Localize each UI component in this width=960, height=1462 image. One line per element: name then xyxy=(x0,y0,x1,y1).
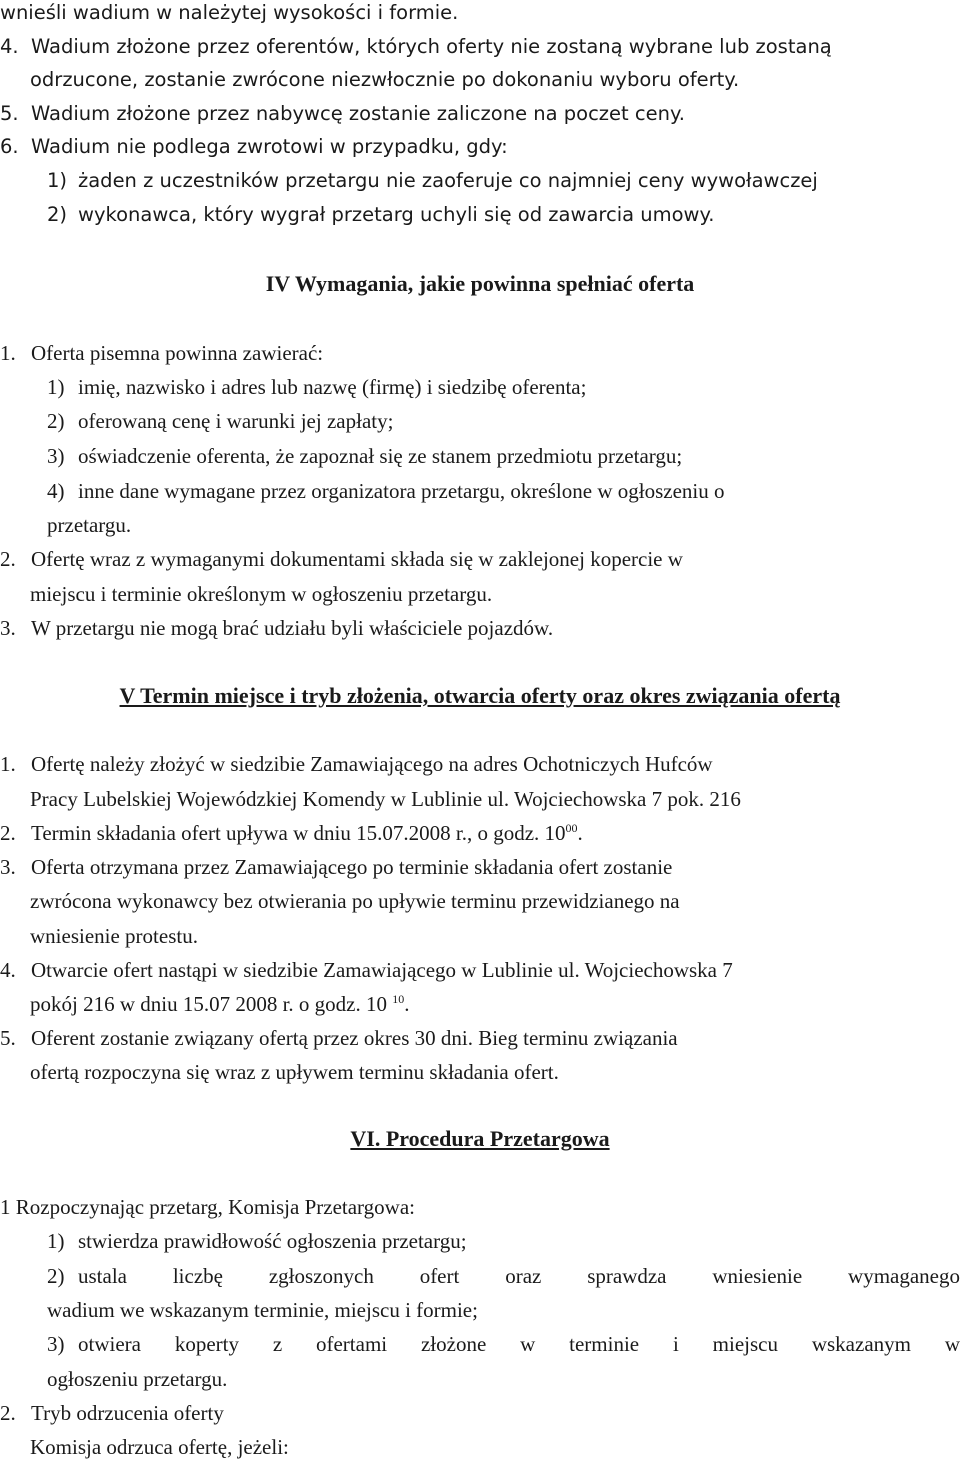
list-item: 1. Ofertę należy złożyć w siedzibie Zamawiającego na adres Ochotniczych Hufców xyxy=(0,752,713,776)
section-heading: VI. Procedura Przetargowa xyxy=(350,1126,610,1151)
text-line: 1 Rozpoczynając przetarg, Komisja Przetargowa: xyxy=(0,1195,415,1219)
list-item: 1. Oferta pisemna powinna zawierać: xyxy=(0,341,324,365)
text-line: wadium we wskazanym terminie, miejscu i formie; xyxy=(47,1298,478,1322)
list-item: 5. Wadium złożone przez nabywcę zostanie zaliczone na poczet ceny. xyxy=(0,102,685,125)
list-item: 4. Otwarcie ofert nastąpi w siedzibie Zamawiającego w Lublinie ul. Wojciechowska 7 xyxy=(0,958,733,982)
text-line: wniesienie protestu. xyxy=(30,924,198,948)
text-line: pokój 216 w dniu 15.07 2008 r. o godz. 10 $^{10}$. xyxy=(30,992,410,1016)
list-item: 5. Oferent zostanie związany ofertą przez okres 30 dni. Bieg terminu związania xyxy=(0,1026,678,1050)
text-line: miejscu i terminie określonym w ogłoszeniu przetargu. xyxy=(30,582,493,606)
list-item: 3) oświadczenie oferenta, że zapoznał się ze stanem przedmiotu przetargu; xyxy=(47,444,683,468)
text-line: wnieśli wadium w należytej wysokości i formie. xyxy=(0,1,459,24)
list-item: 2) wykonawca, który wygrał przetarg uchyli się od zawarcia umowy. xyxy=(47,203,715,226)
list-item: 4. Wadium złożone przez oferentów, których oferty nie zostaną wybrane lub zostaną xyxy=(0,35,832,58)
list-item: 2) ustala liczbę zgłoszonych ofert oraz sprawdza wniesienie wymaganego xyxy=(47,1264,960,1288)
list-item: 3. Oferta otrzymana przez Zamawiającego po terminie składania ofert zostanie xyxy=(0,855,673,879)
text-line: odrzucone, zostanie zwrócone niezwłocznie po dokonaniu wyboru oferty. xyxy=(30,68,740,91)
list-item: 1) imię, nazwisko i adres lub nazwę (firmę) i siedzibę oferenta; xyxy=(47,375,587,399)
list-item: 1) stwierdza prawidłowość ogłoszenia przetargu; xyxy=(47,1229,467,1253)
list-item: 2. Termin składania ofert upływa w dniu 15.07.2008 r., o godz. $10^{00}$. xyxy=(0,821,583,845)
text-line: ofertą rozpoczyna się wraz z upływem terminu składania ofert. xyxy=(30,1060,559,1084)
text-line: ogłoszeniu przetargu. xyxy=(47,1367,228,1391)
list-item: 2. Ofertę wraz z wymaganymi dokumentami składa się w zaklejonej kopercie w xyxy=(0,547,683,571)
list-item: 4) inne dane wymagane przez organizatora przetargu, określone w ogłoszeniu o xyxy=(47,479,725,503)
text-line: zwrócona wykonawcy bez otwierania po upływie terminu przewidzianego na xyxy=(30,889,680,913)
list-item: 2. Tryb odrzucenia oferty xyxy=(0,1401,224,1425)
text-line: Komisja odrzuca ofertę, jeżeli: xyxy=(30,1435,289,1459)
list-item: 6. Wadium nie podlega zwrotowi w przypadku, gdy: xyxy=(0,135,508,158)
list-item: 1) żaden z uczestników przetargu nie zaoferuje co najmniej ceny wywoławczej xyxy=(47,169,818,192)
text-line: przetargu. xyxy=(47,513,132,537)
text-line: Pracy Lubelskiej Wojewódzkiej Komendy w Lublinie ul. Wojciechowska 7 pok. 216 xyxy=(30,787,741,811)
section-heading: IV Wymagania, jakie powinna spełniać oferta xyxy=(265,271,695,296)
section-heading: V Termin miejsce i tryb złożenia, otwarcia oferty oraz okres związania ofertą xyxy=(119,683,841,708)
list-item: 3. W przetargu nie mogą brać udziału byli właściciele pojazdów. xyxy=(0,616,554,640)
list-item: 2) oferowaną cenę i warunki jej zapłaty; xyxy=(47,409,394,433)
list-item: 3) otwiera koperty z ofertami złożone w terminie i miejscu wskazanym w xyxy=(47,1332,960,1356)
